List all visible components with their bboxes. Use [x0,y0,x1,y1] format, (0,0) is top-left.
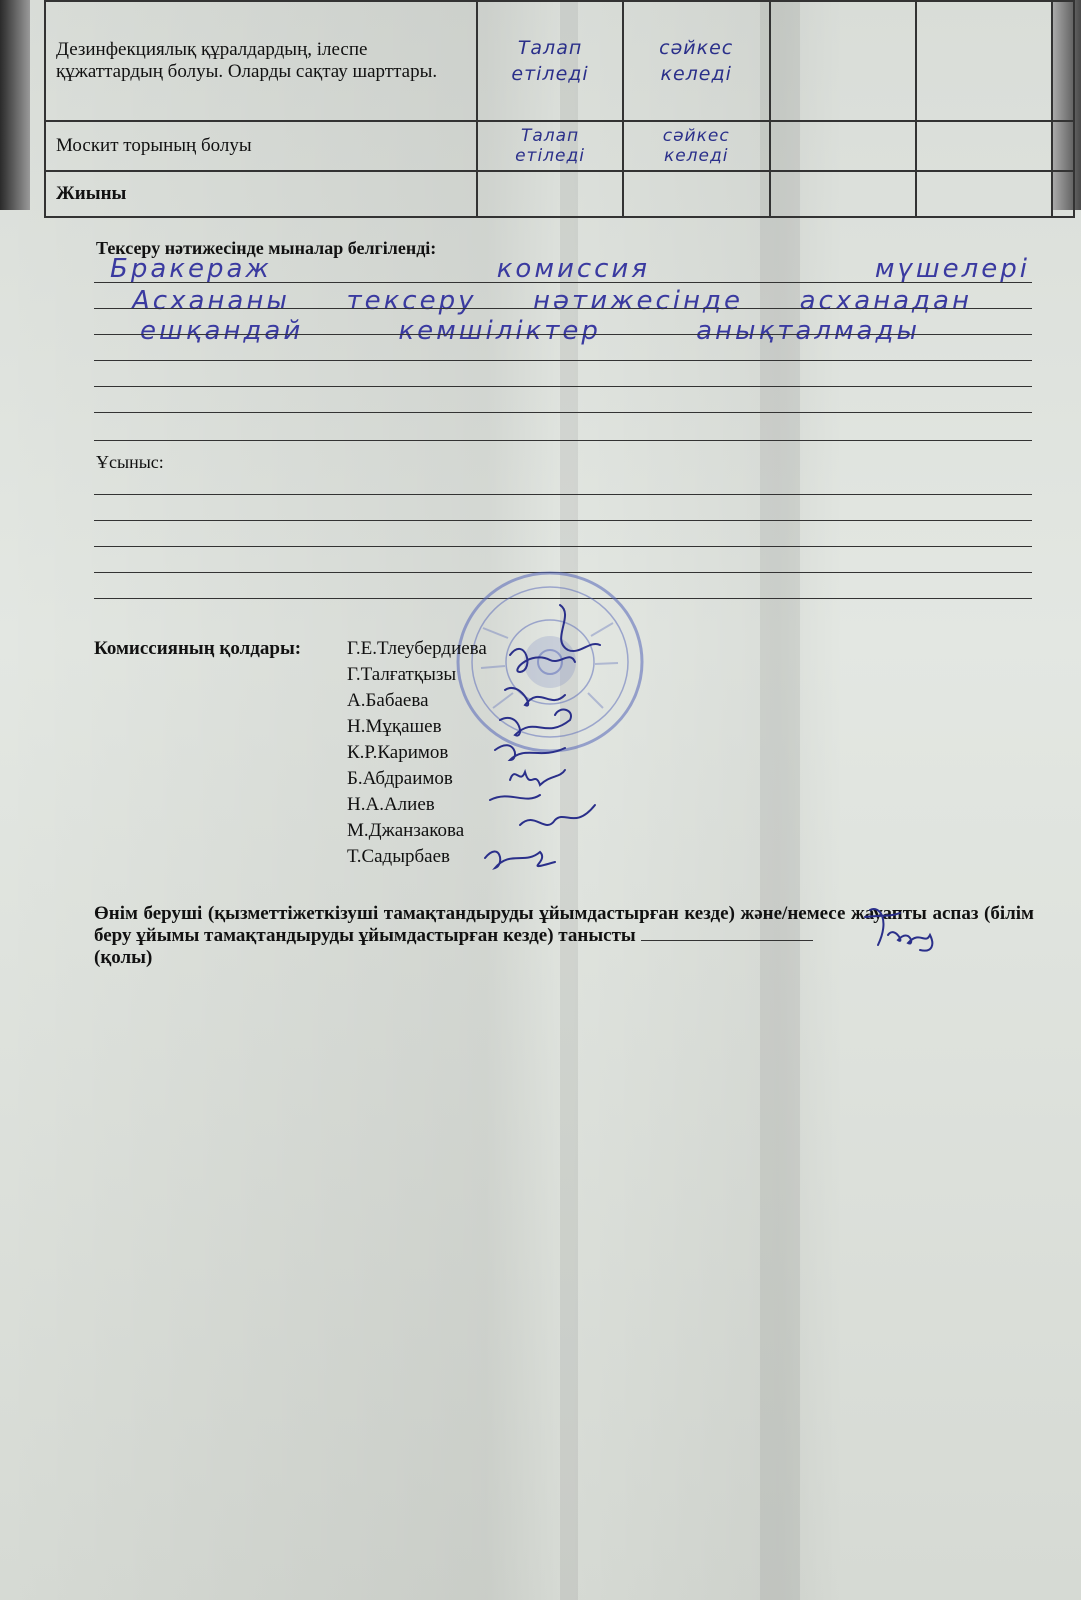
supplier-signature [860,905,1035,955]
handwritten-word: асханадан [799,286,972,316]
criteria-table [44,0,1075,218]
total-label: Жиыны [45,171,477,217]
handwritten-signatures [480,600,640,890]
writing-line [94,412,1032,413]
handwritten-word: нәтижесінде [533,286,743,316]
writing-line [94,282,1032,283]
empty-cell [1052,171,1074,217]
empty-cell [916,1,1052,121]
member-name: К.Р.Каримов [347,742,449,763]
member-name: М.Джанзакова [347,820,465,841]
empty-cell [916,171,1052,217]
member-name: Г.Е.Тлеубердиева [347,638,487,659]
writing-line [94,546,1032,547]
empty-cell [1052,1,1074,121]
handwritten-word: Асхананы [132,286,290,316]
writing-line [94,360,1032,361]
table-total-row [45,171,1074,217]
handwritten-word: мүшелері [874,254,1030,284]
recommendation-label: Ұсыныс: [96,452,164,472]
requirement-handwritten: Талап етіледі [477,121,623,171]
handwritten-word: ешқандай [140,316,304,346]
handwritten-word: тексеру [346,286,477,316]
findings-heading: Тексеру нәтижесінде мыналар белгіленді: [96,238,437,258]
member-name: Г.Талғатқызы [347,664,457,685]
commission-members [347,636,487,870]
writing-line [94,334,1032,335]
handwritten-word: Бракераж [110,254,272,284]
criterion-cell: Дезинфекциялық құралдардың, ілеспе құжаттардың болуы. Оларды сақтау шарттары. [45,1,477,121]
findings-handwritten-line [110,254,1030,284]
requirement-handwritten: Талап етіледі [477,1,623,121]
empty-cell [770,171,916,217]
findings-handwritten-line [140,316,920,346]
table-row [45,1,1074,121]
handwritten-word: комиссия [496,254,650,284]
signature-line [641,926,813,941]
writing-line [94,494,1032,495]
writing-line [94,520,1032,521]
writing-line [94,440,1032,441]
photo-edge-left [0,0,30,210]
result-handwritten: сәйкес келеді [623,1,770,121]
criterion-cell: Москит торының болуы [45,121,477,171]
member-name: Н.А.Алиев [347,794,435,815]
handwritten-word: кемшіліктер [398,316,601,346]
member-name: Н.Мұқашев [347,716,442,737]
member-name: Т.Садырбаев [347,846,450,867]
member-name: А.Бабаева [347,690,429,711]
findings-handwritten-line [132,286,972,316]
empty-cell [1052,121,1074,171]
member-name: Б.Абдраимов [347,768,453,789]
empty-cell [623,171,770,217]
copier-streak [760,0,800,1600]
writing-line [94,386,1032,387]
table-row [45,121,1074,171]
acknowledgement-body: Өнім беруші (қызметтіжеткізуші тамақтандыруды ұйымдастырған кезде) және/немесе жауапты аспаз (білім беру ұйымы тамақтандыруды ұйымдастырған кезде) танысты [94,903,1034,946]
empty-cell [477,171,623,217]
commission-label: Комиссияның қолдары: [94,638,302,659]
handwritten-word: анықталмады [696,316,920,346]
empty-cell [916,121,1052,171]
empty-cell [770,1,916,121]
empty-cell [770,121,916,171]
signature-caption: (қолы) [94,947,153,968]
result-handwritten: сәйкес келеді [623,121,770,171]
writing-line [94,308,1032,309]
